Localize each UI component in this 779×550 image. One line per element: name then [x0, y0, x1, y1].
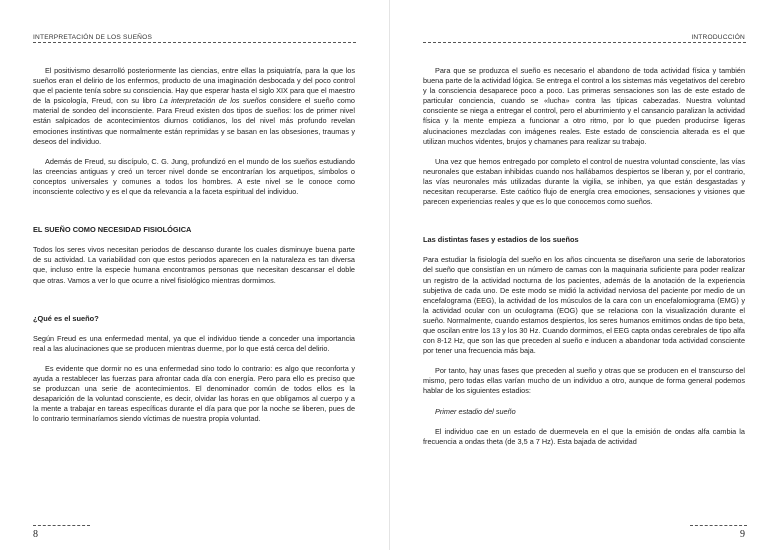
left-page — [0, 0, 389, 550]
right-page — [390, 0, 779, 550]
paragraph: El individuo cae en un estado de duermevela en el que la emisión de ondas alfa cambia la frecuencia a ondas theta (de 3,5 a 7 Hz). Esta bajada de actividad — [423, 426, 745, 446]
header-rule — [423, 42, 746, 43]
header-rule — [33, 42, 356, 43]
running-head: INTRODUCCIÓN — [691, 34, 745, 41]
body-text — [423, 66, 745, 447]
paragraph: Para que se produzca el sueño es necesario el abandono de toda actividad física y también buena parte de la actividad lógica. Se entrega el control a los sistemas más vegetativos del cerebro y la consciencia desaparece poco a poco. Las primeras sensaciones son las de este estado de particular conciencia, cuando se «lucha» contra las típicas cabezadas. Nuestra voluntad consciente se niega a entregar el control, pero el aburrimiento y el cansancio paralizan la actividad física y la mente empieza a funcionar a otro ritmo, por lo que pueden producirse ligeras alucinaciones mezcladas con imágenes reales. Este estado de consciencia alterada es el que utilizan muchos videntes, brujos y chamanes para realizar su trabajo. — [423, 66, 745, 146]
section-heading: Las distintas fases y estadios de los sueños — [423, 235, 579, 245]
page-number: 9 — [740, 529, 745, 540]
footer-rule — [690, 525, 747, 526]
paragraph: Todos los seres vivos necesitan periodos de descanso durante los cuales disminuye buena parte de su actividad. La variabilidad con que estos periodos aparecen en la naturaleza es tan diversa que, incluso entre la especie humana encontramos personas que necesitan descansar el doble que otras. Vamos a ver lo que ocurre a nivel fisiológico mientras dormimos. — [33, 245, 355, 285]
paragraph: Por tanto, hay unas fases que preceden al sueño y otras que se producen en el transcurso del mismo, pero todas ellas varían mucho de un individuo a otro, aunque de forma general podemos hablar de los siguientes estadios: — [423, 366, 745, 396]
footer-rule — [33, 525, 90, 526]
paragraph: Para estudiar la fisiología del sueño en los años cincuenta se diseñaron una serie de laboratorios del sueño que consistían en un número de camas con la maquinaria suficiente para poder realizar un registro de la actividad nocturna de los pacientes, además de la anotación de la experiencia subjetiva de cada uno. De este modo se midió la actividad nerviosa del paciente por medio de un encefalograma (EEG), la actividad de los músculos de la cara con un encefalomiograma (EMG) y la actividad ocular con un oculograma (EOG) que se relaciona con la visualización durante el sueño. Normalmente, cuando estamos despiertos, los seres humanos emitimos ondas de tipo beta, que oscilan entre los 13 y los 30 Hz. Cuando dormimos, el EEG capta ondas cerebrales de tipo alfa con 8-12 Hz, que son las que preceden al sueño e inducen a abandonar toda actividad consciente por tener una frecuencia más baja. — [423, 255, 745, 356]
paragraph: Una vez que hemos entregado por completo el control de nuestra voluntad consciente, las vías neuronales que estaban inhibidas cuando nos hallábamos despiertos se liberan y, por el contrario, las vías neuronales más utilizadas durante la vigilia, se inhiben, ya que están desgastadas y necesitan recuperarse. Este caótico flujo de energía crea emociones, sensaciones y visiones que parecen experiencias reales y que es lo que conocemos como sueños. — [423, 156, 745, 207]
section-heading: EL SUEÑO COMO NECESIDAD FISIOLÓGICA — [33, 225, 192, 235]
book-title: La interpretación de los sueños — [159, 96, 267, 106]
body-text — [33, 66, 355, 424]
page-number: 8 — [33, 529, 38, 540]
subsection-heading: ¿Qué es el sueño? — [33, 313, 99, 323]
paragraph: El positivismo desarrolló posteriormente las ciencias, entre ellas la psiquiatría, para la que los sueños eran el delirio de los enfermos, producto de una imaginación desbocada y del poco control que el paciente tenía sobre su consciencia. Hay que esperar hasta el siglo XIX para que el maestro de la psicología, Freud, con su libro La interpretación de los sueños considere el sueño como material de sondeo del inconsciente. Para Freud existen dos tipos de sueños: los de primer nivel están salpicados de acontecimientos diurnos cotidianos, los del nivel más profundo revelan emociones instintivas que normalmente están reprimidas y se basan en las obsesiones, traumas y deseos del individuo. — [33, 66, 355, 146]
paragraph: Además de Freud, su discípulo, C. G. Jung, profundizó en el mundo de los sueños estudiando las creencias antiguas y creó un tercer nivel donde se encontrarían los arquetipos, símbolos o conceptos universales y comunes a todos los hombres. A este nivel se le conoce como inconsciente colectivo y es el que da relevancia a la faceta espiritual del individuo. — [33, 156, 355, 197]
paragraph: Es evidente que dormir no es una enfermedad sino todo lo contrario: es algo que reconforta y ayuda a restablecer las fuerzas para afrontar cada día con energía. Pero para ello es preciso que se produzcan una serie de acontecimientos. El denominador común de todos ellos es la desaparición de la voluntad consciente, es decir, olvidar las horas en que obligamos al cuerpo y a la mente a trabajar en tareas específicas durante el día para que por la noche se liberen, pues de lo contrario terminaríamos siendo víctimas de nuestra propia voluntad. — [33, 363, 355, 424]
paragraph: Según Freud es una enfermedad mental, ya que el individuo tiende a conceder una importancia real a las alucinaciones que se producen mientras duerme, por lo que está cerca del delirio. — [33, 333, 355, 353]
subsection-heading: Primer estadio del sueño — [435, 406, 516, 416]
running-head: INTERPRETACIÓN DE LOS SUEÑOS — [33, 34, 153, 41]
